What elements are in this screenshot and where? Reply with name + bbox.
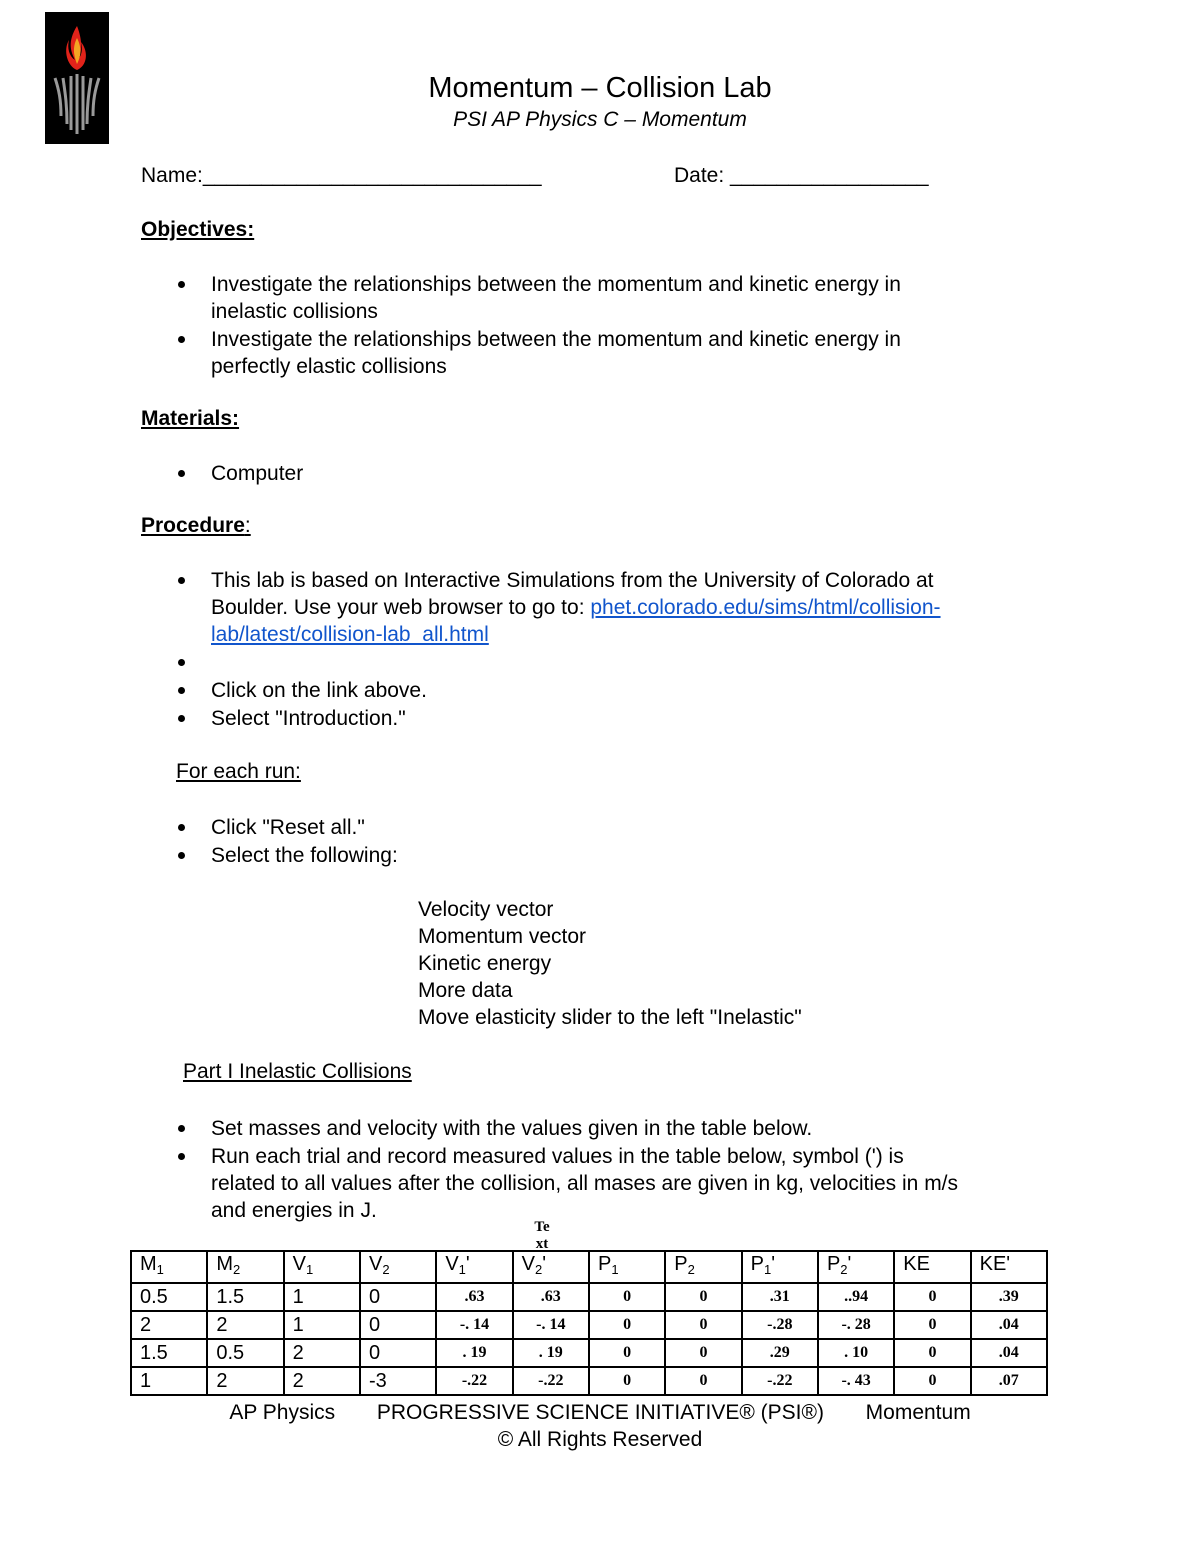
bullet-icon (178, 470, 185, 477)
footer-left: AP Physics (229, 1401, 336, 1424)
procedure-intro: This lab is based on Interactive Simulations from the University of Colorado at Boulder. Use your web browser to go to: phet.colorado.edu/sims/html/collision- lab/latest/collision-lab_all.html (211, 569, 941, 646)
option-item: Move elasticity slider to the left "Inelastic" (418, 1006, 802, 1029)
for-each-run-heading: For each run: (176, 760, 301, 783)
given-cell: 1.5 (207, 1283, 283, 1311)
measured-cell[interactable]: . 10 (818, 1339, 894, 1367)
given-cell: 2 (131, 1311, 207, 1339)
given-cell: 0.5 (207, 1339, 283, 1367)
objectives-heading: Objectives: (141, 218, 255, 241)
measured-cell[interactable]: .04 (971, 1339, 1047, 1367)
measured-cell[interactable]: 0 (894, 1311, 970, 1339)
given-cell: 2 (207, 1367, 283, 1395)
bullet-icon (178, 715, 185, 722)
header-cell: $V_1$ (284, 1251, 360, 1283)
part1-step: Set masses and velocity with the values given in the table below. (211, 1117, 813, 1140)
measured-cell[interactable]: .63 (513, 1283, 589, 1311)
option-item: Velocity vector (418, 898, 554, 921)
materials-heading: Materials: (141, 407, 240, 430)
bullet-icon (178, 659, 185, 666)
option-item: Kinetic energy (418, 952, 552, 975)
footer-right: Momentum (865, 1401, 971, 1424)
header-cell: $V_1'$ (436, 1251, 512, 1283)
procedure-heading: Procedure: (141, 514, 251, 537)
bullet-icon (178, 336, 185, 343)
given-cell: 1.5 (131, 1339, 207, 1367)
name-field[interactable]: Name:_____________________________ (141, 164, 542, 187)
phet-link-continued[interactable]: lab/latest/collision-lab_all.html (211, 623, 489, 646)
measured-cell[interactable]: 0 (589, 1311, 665, 1339)
measured-cell[interactable]: ..94 (818, 1283, 894, 1311)
measured-cell[interactable]: 0 (589, 1339, 665, 1367)
given-cell: 1 (131, 1367, 207, 1395)
objective-item: Investigate the relationships between the momentum and kinetic energy in inelastic collisions (211, 273, 901, 323)
measured-cell[interactable]: .39 (971, 1283, 1047, 1311)
measured-cell[interactable]: .29 (742, 1339, 818, 1367)
given-cell: 0 (360, 1283, 436, 1311)
procedure-step: Click on the link above. (211, 679, 427, 702)
given-cell: 0.5 (131, 1283, 207, 1311)
page-title: Momentum – Collision Lab (428, 72, 772, 104)
phet-link[interactable]: phet.colorado.edu/sims/html/collision- (590, 596, 941, 619)
given-cell: 1 (284, 1283, 360, 1311)
material-item: Computer (211, 462, 304, 485)
bullet-icon (178, 1153, 185, 1160)
collision-data-table (130, 1250, 1048, 1396)
header-cell: $M_1$ (131, 1251, 207, 1283)
footer-center: PROGRESSIVE SCIENCE INITIATIVE® (PSI®) (376, 1401, 824, 1424)
bullet-icon (178, 824, 185, 831)
measured-cell[interactable]: . 19 (513, 1339, 589, 1367)
header-cell: KE (894, 1251, 970, 1283)
table-row (131, 1311, 1047, 1339)
option-item: Momentum vector (418, 925, 587, 948)
table-row (131, 1283, 1047, 1311)
measured-cell[interactable]: .63 (436, 1283, 512, 1311)
measured-cell[interactable]: -. 43 (818, 1367, 894, 1395)
measured-cell[interactable]: 0 (665, 1311, 741, 1339)
measured-cell[interactable]: . 19 (436, 1339, 512, 1367)
measured-cell[interactable]: 0 (894, 1283, 970, 1311)
measured-cell[interactable]: -.22 (742, 1367, 818, 1395)
date-field[interactable]: Date: _________________ (674, 164, 929, 187)
given-cell: 2 (284, 1339, 360, 1367)
given-cell: 0 (360, 1311, 436, 1339)
measured-cell[interactable]: 0 (665, 1339, 741, 1367)
measured-cell[interactable]: -. 28 (818, 1311, 894, 1339)
measured-cell[interactable]: 0 (894, 1339, 970, 1367)
given-cell: 2 (207, 1311, 283, 1339)
measured-cell[interactable]: -. 14 (513, 1311, 589, 1339)
measured-cell[interactable]: .07 (971, 1367, 1047, 1395)
page-footer (0, 1401, 1200, 1425)
stray-text-box: Te xt (534, 1219, 550, 1252)
measured-cell[interactable]: 0 (665, 1283, 741, 1311)
measured-cell[interactable]: -.22 (513, 1367, 589, 1395)
measured-cell[interactable]: 0 (894, 1367, 970, 1395)
measured-cell[interactable]: -.22 (436, 1367, 512, 1395)
measured-cell[interactable]: 0 (589, 1283, 665, 1311)
header-cell: $V_2$ (360, 1251, 436, 1283)
procedure-step: Select "Introduction." (211, 707, 406, 730)
header-cell: $P_2'$ (818, 1251, 894, 1283)
header-cell: KE' (971, 1251, 1047, 1283)
given-cell: -3 (360, 1367, 436, 1395)
header-cell: $P_2$ (665, 1251, 741, 1283)
bullet-icon (178, 852, 185, 859)
measured-cell[interactable]: 0 (665, 1367, 741, 1395)
footer-copyright: © All Rights Reserved (497, 1428, 703, 1451)
table-row (131, 1367, 1047, 1395)
options-list (418, 896, 802, 1031)
run-step: Click "Reset all." (211, 816, 365, 839)
table-row (131, 1339, 1047, 1367)
run-step: Select the following: (211, 844, 398, 867)
measured-cell[interactable]: .04 (971, 1311, 1047, 1339)
objective-item: Investigate the relationships between the momentum and kinetic energy in perfectly elastic collisions (211, 328, 901, 378)
measured-cell[interactable]: .31 (742, 1283, 818, 1311)
page-subtitle: PSI AP Physics C – Momentum (453, 108, 747, 131)
option-item: More data (418, 979, 513, 1002)
part1-heading: Part I Inelastic Collisions (183, 1060, 412, 1083)
header-cell: $P_1'$ (742, 1251, 818, 1283)
table-header-row (131, 1251, 1047, 1283)
given-cell: 1 (284, 1311, 360, 1339)
bullet-icon (178, 577, 185, 584)
measured-cell[interactable]: 0 (589, 1367, 665, 1395)
part1-step: Run each trial and record measured values in the table below, symbol (') is related to all values after the collision, all mases are given in kg, velocities in m/s and energies in J. (211, 1145, 959, 1222)
header-cell: $M_2$ (207, 1251, 283, 1283)
given-cell: 2 (284, 1367, 360, 1395)
measured-cell[interactable]: -.28 (742, 1311, 818, 1339)
measured-cell[interactable]: -. 14 (436, 1311, 512, 1339)
bullet-icon (178, 687, 185, 694)
bullet-icon (178, 1125, 185, 1132)
given-cell: 0 (360, 1339, 436, 1367)
header-cell: $P_1$ (589, 1251, 665, 1283)
header-cell: $V_2'$ (513, 1251, 589, 1283)
bullet-icon (178, 281, 185, 288)
